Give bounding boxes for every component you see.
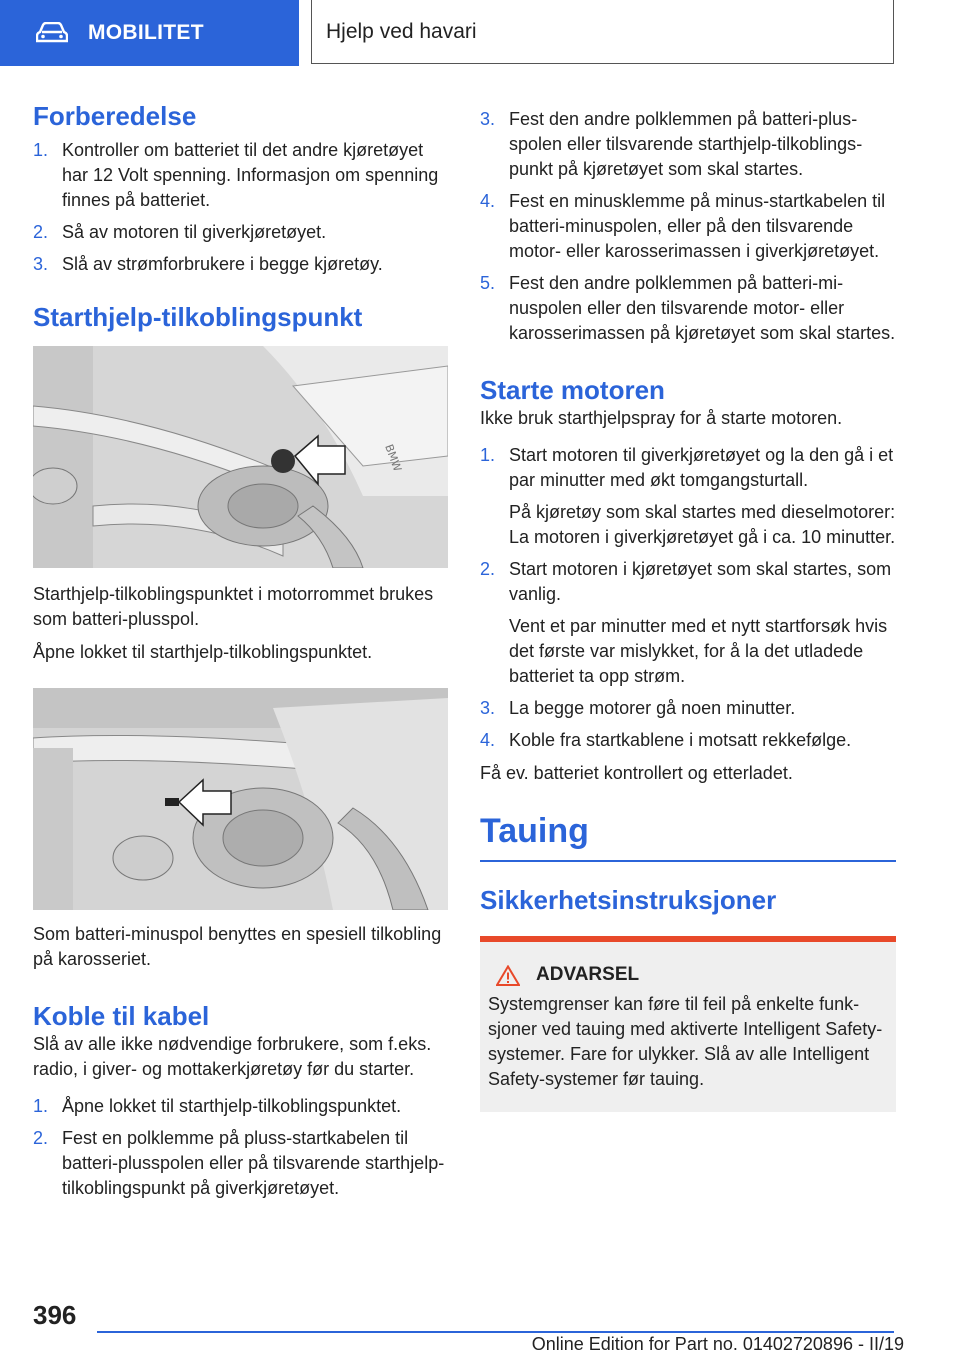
prep-title: Forberedelse: [33, 101, 197, 131]
list-item: 2. Start motoren i kjøretøyet som skal startes, som vanlig. Vent et par minutter med et nytt startforsøk hvis det første var mislykket, for å la det utladede batteriet ta opp strøm.: [480, 557, 896, 689]
prep-steps: [33, 138, 449, 277]
step-note: Vent et par minutter med et nytt startforsøk hvis det første var mislykket, for å la det utladede batteriet ta opp strøm.: [509, 616, 888, 686]
cable-title: Koble til kabel: [33, 1001, 210, 1031]
car-icon: [36, 22, 68, 44]
footer-divider: [97, 1331, 894, 1333]
section-tab-label: MOBILITET: [88, 21, 204, 44]
list-item: 4. Fest en minusklemme på minus-startkabelen til batteri-minuspolen, eller på den tilsvarende motor- eller karosserimassen i giverkjøretøyet.: [480, 191, 886, 261]
list-item: 1. Kontroller om batteriet til det andre kjøretøyet har 12 Volt spenning. Informasjon om spenning finnes på batteriet.: [33, 140, 439, 210]
warning-header: [488, 964, 888, 986]
list-item: 3. Fest den andre polklemmen på batteri-plusspolen eller tilsvarende starthjelp-tilkoblingspunkt på kjøretøyet som skal startes.: [480, 109, 863, 179]
page-header: [0, 0, 960, 66]
cable-steps: [33, 1094, 449, 1201]
minus-text: Som batteri-minuspol benyttes en spesiell tilkobling på karosseriet.: [33, 924, 442, 969]
cable-steps-continued: [480, 107, 896, 346]
start-intro: Ikke bruk starthjelpspray for å starte motoren.: [480, 408, 843, 428]
list-item: 3. La begge motorer gå noen minutter.: [480, 698, 796, 718]
list-item: 4. Koble fra startkablene i motsatt rekkefølge.: [480, 730, 852, 750]
start-outro: Få ev. batteriet kontrollert og etterladet.: [480, 763, 793, 783]
svg-text:BMW: BMW: [382, 442, 404, 474]
tow-divider: [480, 860, 896, 862]
list-item: 5. Fest den andre polklemmen på batteri-minuspolen eller den tilsvarende motor- eller karosserimassen på kjøretøyet som skal startes.: [480, 273, 896, 343]
list-item: 1. Åpne lokket til starthjelp-tilkoblingspunktet.: [33, 1096, 402, 1116]
start-steps: [480, 443, 896, 753]
section-tab[interactable]: [0, 0, 299, 66]
list-item: 2. Så av motoren til giverkjøretøyet.: [33, 222, 327, 242]
engine-bay-image-plus: [33, 346, 448, 568]
engine-bay-image-minus: [33, 688, 448, 910]
jump-text-2: Åpne lokket til starthjelp-tilkoblingspunktet.: [33, 642, 373, 662]
chapter-tab-label: Hjelp ved havari: [326, 19, 477, 43]
right-column: [480, 107, 896, 1112]
start-title: Starte motoren: [480, 375, 665, 405]
cable-intro: Slå av alle ikke nødvendige forbrukere, som f.eks. radio, i giver- og mottakerkjøretøy før du starter.: [33, 1034, 432, 1079]
warning-box: [480, 936, 896, 1112]
list-item: 3. Slå av strømforbrukere i begge kjøretøy.: [33, 254, 383, 274]
safety-title: Sikkerhetsinstruksjoner: [480, 885, 777, 915]
jump-text-1: Starthjelp-tilkoblingspunktet i motorrommet brukes som batteri-plusspol.: [33, 584, 434, 629]
warning-triangle-icon: [496, 965, 520, 986]
edition-text: Online Edition for Part no. 01402720896 - II/19: [531, 1334, 904, 1354]
list-item: 2. Fest en polklemme på pluss-startkabelen til batteri-plusspolen eller på tilsvarende starthjelp-tilkoblingspunkt på giverkjøretøyet.: [33, 1128, 445, 1198]
chapter-tab[interactable]: [311, 0, 894, 64]
list-item: 1. Start motoren til giverkjøretøyet og la den gå i et par minutter med økt tomgangsturtall. På kjøretøy som skal startes med dieselmotorer: La motoren i giverkjøretøyet gå i ca. 10 minutter.: [480, 443, 896, 550]
warning-label: ADVARSEL: [536, 964, 640, 985]
tow-title: Tauing: [480, 812, 589, 850]
warning-text: Systemgrenser kan føre til feil på enkelte funksjoner ved tauing med aktiverte Intelligent Safety-systemer. Fare for ulykker. Slå av alle Intelligent Safety-systemer før tauing.: [488, 994, 883, 1089]
left-column: [33, 100, 449, 1201]
page-number: 396: [33, 1300, 77, 1330]
step-note: På kjøretøy som skal startes med dieselmotorer: La motoren i giverkjøretøyet gå i ca. 10 minutter.: [509, 502, 896, 547]
jump-title: Starthjelp-tilkoblingspunkt: [33, 302, 363, 332]
